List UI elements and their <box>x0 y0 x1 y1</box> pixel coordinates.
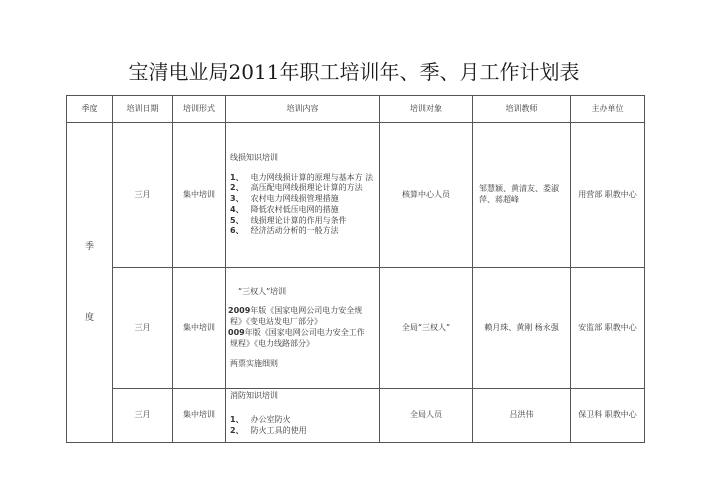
table-row <box>67 123 645 268</box>
content-line: 2009年版《国家电网公司电力安全规 <box>228 306 363 316</box>
teacher-cell: 赖月珠、黄刚 杨永强 <box>473 268 571 389</box>
content-line: 规程》《电力线路部分》 <box>230 338 314 348</box>
target-cell: 核算中心人员 <box>380 123 473 268</box>
form-cell: 集中培训 <box>173 123 226 268</box>
content-item: 2、 防火工具的使用 <box>230 425 307 435</box>
content-item: 5、 线损理论计算的作用与条件 <box>230 215 347 225</box>
header-season: 季度 <box>67 96 113 123</box>
header-content: 培训内容 <box>226 96 380 123</box>
header-teacher: 培训教师 <box>473 96 571 123</box>
table-row <box>67 268 645 389</box>
header-target: 培训对象 <box>380 96 473 123</box>
season-char-2: 度 <box>84 312 94 323</box>
organizer-cell: 安监部 职教中心 <box>571 268 645 389</box>
header-date: 培训日期 <box>113 96 173 123</box>
table-row <box>67 389 645 443</box>
organizer-cell: 保卫科 职教中心 <box>571 389 645 443</box>
content-item: 1、 办公室防火 <box>230 414 291 424</box>
teacher-cell: 邹慧颖、黄清友、娄淑萍、蒋超峰 <box>473 123 571 268</box>
target-cell: 全局“三权人” <box>380 268 473 389</box>
organizer-cell: 用营部 职教中心 <box>571 123 645 268</box>
content-cell <box>226 123 380 268</box>
content-item: 6、 经济活动分析的一般方法 <box>230 226 339 236</box>
content-item: 2、 高压配电网线损理论计算的方法 <box>230 183 363 193</box>
content-extra: 两票实施细则 <box>230 358 278 368</box>
content-item: 4、 降低农村低压电网的措施 <box>230 204 339 214</box>
form-cell: 集中培训 <box>173 268 226 389</box>
header-form: 培训形式 <box>173 96 226 123</box>
date-cell: 三月 <box>113 123 173 268</box>
table-header-row <box>67 96 645 123</box>
document-title: 宝清电业局2011年职工培训年、季、月工作计划表 <box>128 60 580 84</box>
content-title: 线损知识培训 <box>230 152 278 162</box>
form-cell: 集中培训 <box>173 389 226 443</box>
content-cell <box>226 268 380 389</box>
content-title: “三权人”培训 <box>238 286 287 296</box>
content-item: 1、 电力网线损计算的原理与基本方 法 <box>230 172 374 182</box>
target-cell: 全局人员 <box>380 389 473 443</box>
date-cell: 三月 <box>113 389 173 443</box>
season-char-1: 季 <box>84 242 94 253</box>
teacher-cell: 吕洪伟 <box>473 389 571 443</box>
season-cell <box>67 123 113 443</box>
content-line: 009年版《国家电网公司电力安全工作 <box>228 328 365 337</box>
training-plan-table <box>66 95 645 443</box>
content-title: 消防知识培训 <box>230 391 278 400</box>
date-cell: 三月 <box>113 268 173 389</box>
content-line: 程》《变电站发电厂部分》 <box>230 317 322 327</box>
header-organizer: 主办单位 <box>571 96 645 123</box>
content-cell <box>226 389 380 443</box>
content-item: 3、 农村电力网线损管理措施 <box>230 194 339 204</box>
